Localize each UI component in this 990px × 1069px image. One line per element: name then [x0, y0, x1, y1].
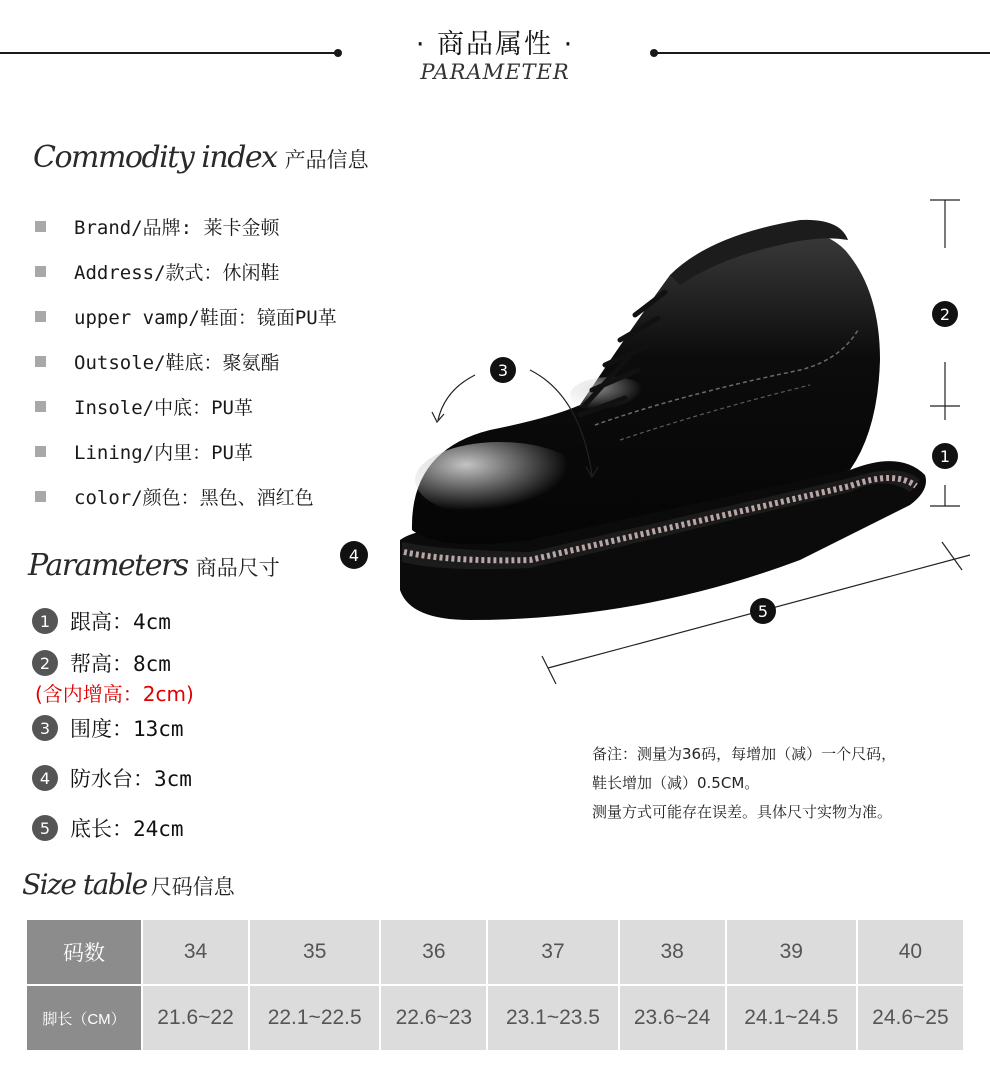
bullet-square-icon: [35, 356, 46, 367]
length-cell: 22.1~22.5: [250, 986, 379, 1050]
bullet-square-icon: [35, 221, 46, 232]
spec-item-upper: [35, 294, 415, 339]
spec-list: [35, 204, 415, 519]
commodity-script-title: Commodity index: [33, 140, 277, 175]
size-table-cn-title: 尺码信息: [150, 875, 235, 899]
bullet-square-icon: [35, 446, 46, 457]
number-1-icon: 1: [32, 608, 58, 634]
foot-length-row: [27, 986, 963, 1050]
number-3-icon: 3: [32, 715, 58, 741]
length-cell: 22.6~23: [381, 986, 486, 1050]
parameters-heading: [28, 548, 280, 583]
length-cell: 23.1~23.5: [488, 986, 617, 1050]
commodity-cn-title: 产品信息: [284, 148, 369, 172]
spec-item-brand: [35, 204, 415, 249]
spec-item-insole: [35, 384, 415, 429]
param-text: 帮高：8cm: [70, 652, 171, 676]
length-cell: 24.6~25: [858, 986, 963, 1050]
badge-5-label: 5: [757, 602, 769, 621]
param-text: 围度：13cm: [70, 717, 184, 741]
size-table-script-title: Size table: [22, 868, 147, 901]
size-cell: 39: [727, 920, 856, 984]
bullet-square-icon: [35, 266, 46, 277]
measurement-note: [592, 740, 896, 827]
spec-item-outsole: [35, 339, 415, 384]
spec-text: color/颜色：黑色、酒红色: [74, 487, 314, 509]
badge-5: [750, 598, 776, 624]
parameters-script-title: Parameters: [28, 548, 188, 583]
badge-3: [490, 357, 516, 383]
inner-height-note: (含内增高：2cm): [35, 682, 194, 706]
number-4-icon: 4: [32, 765, 58, 791]
number-5-icon: 5: [32, 815, 58, 841]
param-text: 跟高：4cm: [70, 610, 171, 634]
size-cell: 34: [143, 920, 248, 984]
badge-1-label: 1: [939, 447, 951, 466]
spec-text: Outsole/鞋底：聚氨酯: [74, 352, 280, 374]
header-title: · 商品属性 ·: [415, 29, 575, 60]
spec-text: Insole/中底：PU革: [74, 397, 253, 419]
bullet-square-icon: [35, 401, 46, 412]
param-text: 底长：24cm: [70, 817, 184, 841]
size-row: [27, 920, 963, 984]
size-cell: 38: [620, 920, 725, 984]
foot-length-row-header: 脚长（CM）: [27, 986, 141, 1050]
badge-4-label: 4: [348, 545, 360, 565]
length-cell: 24.1~24.5: [727, 986, 856, 1050]
spec-item-style: [35, 249, 415, 294]
length-cell: 21.6~22: [143, 986, 248, 1050]
spec-item-color: [35, 474, 415, 519]
size-cell: 37: [488, 920, 617, 984]
param-sole-length: [32, 813, 184, 843]
spec-text: Brand/品牌: 莱卡金顿: [74, 217, 280, 239]
size-cell: 40: [858, 920, 963, 984]
param-girth: [32, 713, 184, 743]
size-row-header: 码数: [27, 920, 141, 984]
girth-arrow-left: [438, 375, 475, 420]
parameters-cn-title: 商品尺寸: [195, 556, 280, 580]
size-cell: 35: [250, 920, 379, 984]
note-line-3: 测量方式可能存在误差。具体尺寸实物为准。: [592, 803, 893, 821]
header-subtitle: PARAMETER: [420, 60, 570, 84]
bullet-square-icon: [35, 311, 46, 322]
spec-text: Lining/内里：PU革: [74, 442, 253, 464]
length-cell: 23.6~24: [620, 986, 725, 1050]
param-platform: [32, 763, 192, 793]
spec-text: Address/款式：休闲鞋: [74, 262, 280, 284]
size-table: [25, 918, 965, 1052]
badge-2: [932, 301, 958, 327]
shoe-diagram: [380, 180, 990, 700]
girth-arrowhead-left: [432, 412, 444, 422]
badge-3-label: 3: [497, 361, 509, 380]
note-line-2: 鞋长增加（减）0.5CM。: [592, 774, 760, 792]
size-table-heading: [22, 868, 235, 901]
commodity-heading: [33, 140, 369, 175]
spec-text: upper vamp/鞋面：镜面PU革: [74, 307, 337, 329]
shoe-toe-highlight: [415, 442, 585, 518]
spec-item-lining: [35, 429, 415, 474]
badge-1: [932, 443, 958, 469]
param-text: 防水台：3cm: [70, 767, 192, 791]
param-heel-height: [32, 606, 171, 636]
param-upper-height: [32, 648, 171, 678]
size-cell: 36: [381, 920, 486, 984]
note-line-1: 备注：测量为36码，每增加（减）一个尺码，: [592, 745, 897, 763]
badge-4-standalone: [340, 541, 368, 569]
number-2-icon: 2: [32, 650, 58, 676]
badge-2-label: 2: [939, 305, 951, 324]
bullet-square-icon: [35, 491, 46, 502]
